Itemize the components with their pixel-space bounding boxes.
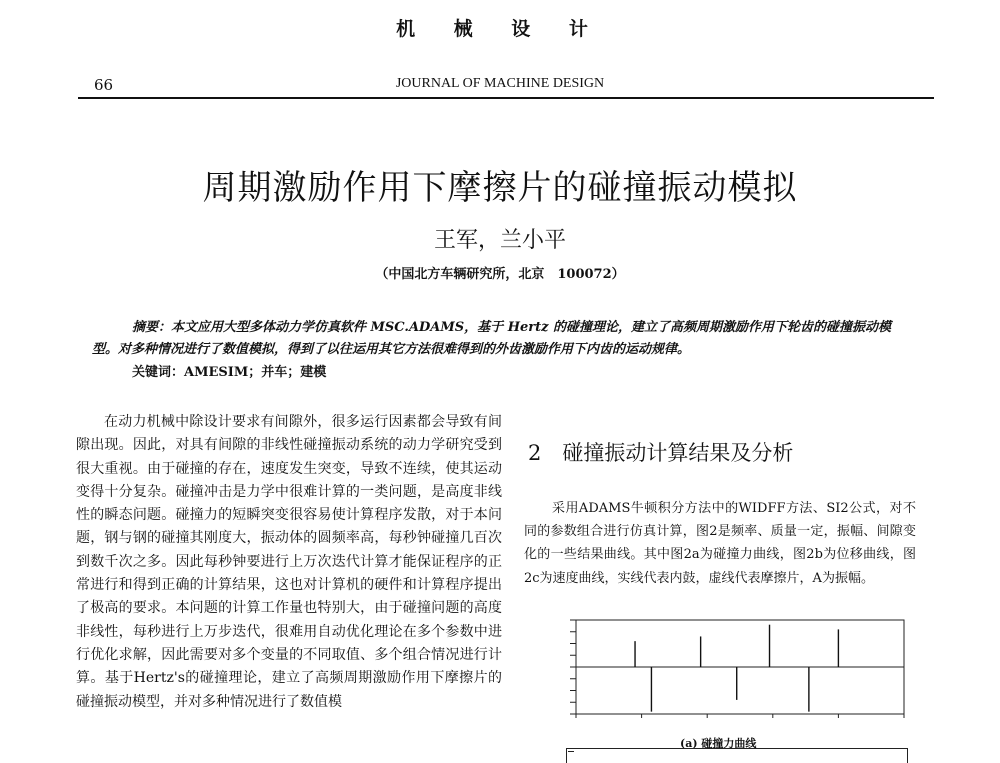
header-rule xyxy=(78,97,934,99)
figure-2a-chart xyxy=(564,616,914,732)
figure-caption: (a) 碰撞力曲线 xyxy=(680,737,757,750)
keywords: 关键词：AMESIM；并车；建模 xyxy=(132,365,327,380)
page-number: 66 xyxy=(94,76,114,94)
section-heading: 2 碰撞振动计算结果及分析 xyxy=(528,441,794,465)
authors: 王军，兰小平 xyxy=(433,228,566,253)
right-column-paragraph: 采用ADAMS牛顿积分方法中的WIDFF方法、SI2公式，对不同的参数组合进行仿真计算，图2是频率、质量一定，振幅、间隙变化的一些结果曲线。其中图2a为碰撞力曲线，图2b为位移曲线，图2c为速度曲线，实线代表内鼓，虚线代表摩擦片，A为振幅。 xyxy=(524,501,916,586)
journal-title-cn: 机 械 设 计 xyxy=(396,18,604,40)
journal-title-en: JOURNAL OF MACHINE DESIGN xyxy=(395,76,605,91)
figure-2b-tick xyxy=(568,751,574,752)
left-column-paragraph: 在动力机械中除设计要求有间隙外，很多运行因素都会导致有间隙出现。因此，对具有间隙的非线性碰撞振动系统的动力学研究受到很大重视。由于碰撞的存在，速度发生突变，导致不连续，使其运动变得十分复杂。碰撞冲击是力学中很难计算的一类问题，是高度非线性的瞬态问题。碰撞力的短瞬突变很容易使计算程序发散，对于本问题，钢与钢的碰撞其刚度大，振动体的圆频率高，每秒钟碰撞几百次到数千次之多。因此每秒钟要进行上万次迭代计算才能保证程序的正常进行和得到正确的计算结果，这也对计算机的硬件和计算程序提出了极高的要求。本问题的计算工作量也特别大，由于碰撞问题的高度非线性，每秒进行上万步迭代，很难用自动优化理论在多个参数中进行优化求解，因此需要对多个变量的不同取值、多个组合情况进行计算。基于Hertz's的碰撞理论，建立了高频周期激励作用下摩擦片的碰撞振动模型，并对多种情况进行了数值模 xyxy=(76,414,502,710)
abstract: 摘要：本文应用大型多体动力学仿真软件 MSC.ADAMS，基于 Hertz 的碰撞理论，建立了高频周期激励作用下轮齿的碰撞振动模型。对多种情况进行了数值模拟，得到了以往运用其它方法很难得到的外齿激励作用下内齿的运动规律。 xyxy=(92,320,892,357)
chart-marks xyxy=(635,625,838,712)
affiliation: （中国北方车辆研究所，北京 100072） xyxy=(375,267,625,282)
paper-title: 周期激励作用下摩擦片的碰撞振动模拟 xyxy=(202,168,798,208)
figure-2b-frame xyxy=(566,748,908,763)
